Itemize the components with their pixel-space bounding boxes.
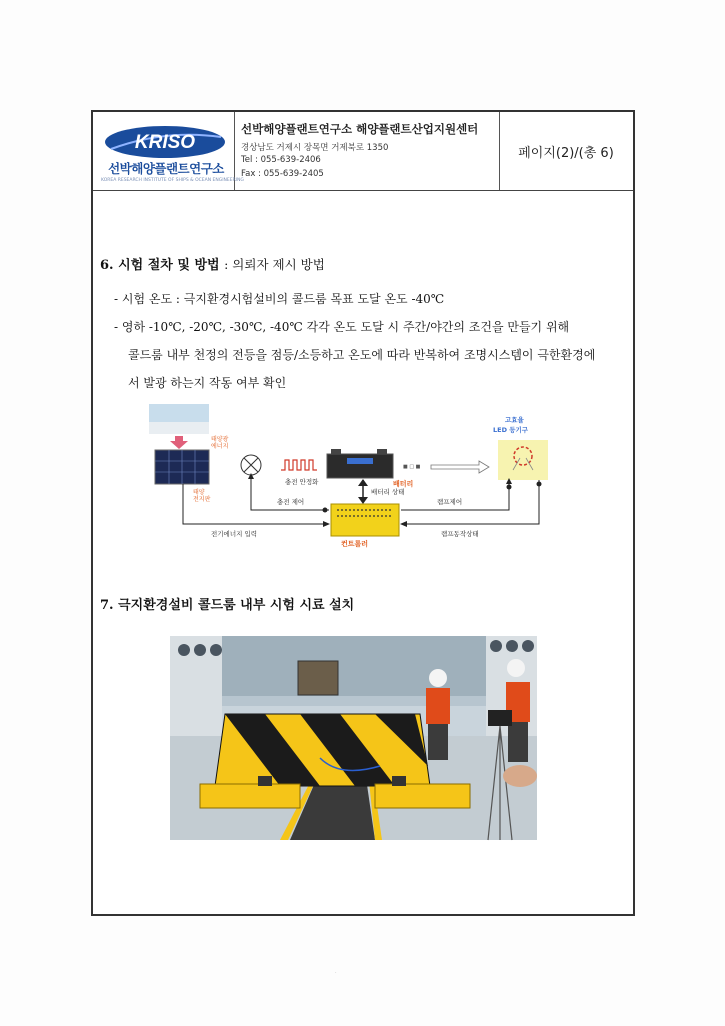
power-input-line xyxy=(183,484,329,524)
output-arrow-icon xyxy=(431,461,489,473)
section6-line4: 서 발광 하는지 작동 여부 확인 xyxy=(128,376,287,390)
solar-panel-label-2: 전지판 xyxy=(193,496,211,503)
lamp-status-line xyxy=(401,480,539,524)
logo-cell xyxy=(93,112,244,190)
kriso-logo xyxy=(103,124,227,160)
solar-energy-label-1: 태양광 xyxy=(211,436,229,443)
energy-arrow-icon xyxy=(170,436,188,449)
battery-icon xyxy=(327,454,393,478)
lamp-status-label: 램프동작상태 xyxy=(441,530,479,538)
scan-dot: · xyxy=(335,970,337,976)
logo-subtitle: 선박해양플랜트연구소 xyxy=(108,161,224,176)
section6-line1: - 시험 온도 : 극지환경시험설비의 콜드룸 목표 도달 온도 -40℃ xyxy=(114,292,445,306)
org-tel: Tel : 055-639-2406 xyxy=(241,155,321,165)
battery-state-label: 배터리 상태 xyxy=(371,488,405,496)
led-lamp-label-1: 고효율 xyxy=(505,416,524,424)
section6-heading xyxy=(100,254,325,273)
logo-text: KRISO xyxy=(134,132,196,153)
org-name: 선박해양플랜트연구소 해양플랜트산업지원센터 xyxy=(241,122,479,136)
section6-line3: 콜드룸 내부 천정의 전등을 점등/소등하고 온도에 따라 반복하여 조명시스템이 극한환경에 xyxy=(128,348,596,362)
controller-icon xyxy=(331,504,399,536)
section6-title: 6. 시험 절차 및 방법 xyxy=(100,258,220,273)
org-address: 경상남도 거제시 장목면 거제북로 1350 xyxy=(241,143,389,153)
lamp-control-label: 램프제어 xyxy=(437,498,463,506)
solar-panel-label-1: 태양 xyxy=(193,489,205,496)
charge-control-label: 충전 제어 xyxy=(277,498,305,506)
org-fax: Fax : 055-639-2405 xyxy=(241,169,324,179)
page-indicator: 페이지(2)/(총 6) xyxy=(518,145,614,161)
dot-marks: ■ □ ■ xyxy=(403,464,421,470)
section6-line2: - 영하 -10℃, -20℃, -30℃, -40℃ 각각 온도 도달 시 주간/야간의 조건을 만들기 위해 xyxy=(114,320,570,334)
charge-stabilizer-label: 충전 안정화 xyxy=(285,478,319,486)
power-input-label: 전기에너지 입력 xyxy=(211,530,258,538)
org-info-cell xyxy=(234,112,500,190)
cold-room-photo xyxy=(170,636,537,840)
section6-subtitle: : 의뢰자 제시 방법 xyxy=(224,257,325,272)
controller-label: 컨트롤러 xyxy=(341,540,369,548)
solar-energy-label-2: 에너지 xyxy=(211,443,229,450)
section7-title: 7. 극지환경설비 콜드룸 내부 시험 시료 설치 xyxy=(100,598,355,613)
logo-tagline: KOREA RESEARCH INSTITUTE OF SHIPS & OCEAN ENGINEERING xyxy=(101,178,244,183)
document-header xyxy=(93,112,633,191)
document-frame xyxy=(91,110,635,916)
battery-label: 배터리 xyxy=(393,480,414,488)
led-lamp-label-2: LED 등기구 xyxy=(493,426,529,434)
pulse-wave-icon xyxy=(281,460,317,470)
led-lamp-image xyxy=(498,440,548,480)
system-diagram xyxy=(141,402,581,552)
